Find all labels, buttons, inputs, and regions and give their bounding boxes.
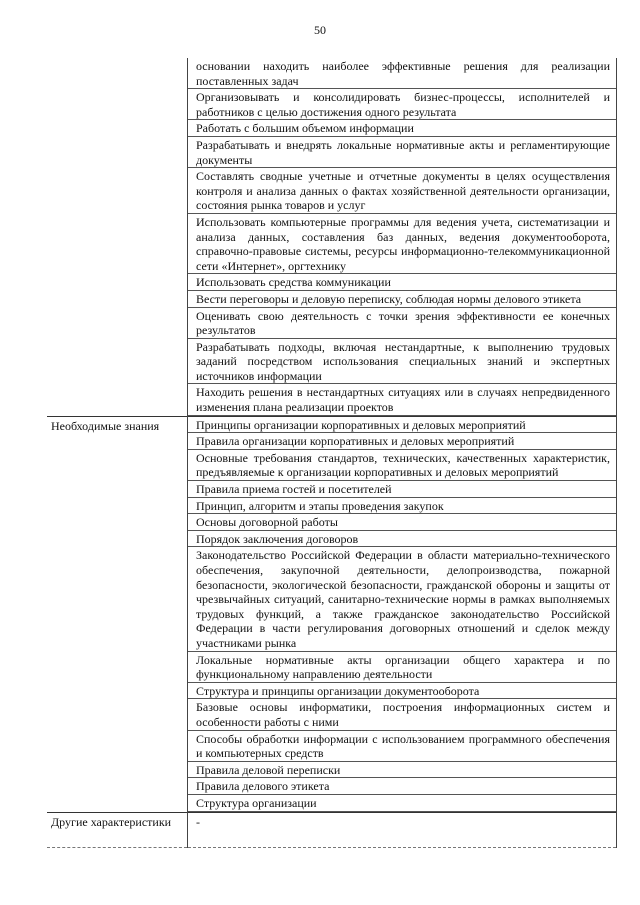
knowledge-list-item: Принципы организации корпоративных и деловых мероприятий [188,417,616,434]
items-cell-knowledge [188,416,617,812]
actions-list-item: Находить решения в нестандартных ситуациях или в случаях непредвиденного изменения плана реализации проектов [188,384,616,415]
table-row-knowledge [47,416,617,812]
actions-list-item: Вести переговоры и деловую переписку, соблюдая нормы делового этикета [188,291,616,308]
knowledge-list-item: Основы договорной работы [188,514,616,531]
actions-list-item: основании находить наиболее эффективные решения для реализации поставленных задач [188,58,616,89]
knowledge-list-item: Правила делового этикета [188,778,616,795]
table-row-actions [47,58,617,416]
actions-list-item: Использовать компьютерные программы для ведения учета, систематизации и анализа данных, составления баз данных, ведения документооборота, справочно-правовые системы, ресурсы информационно-телекоммуникационной сети «Интернет», оргтехнику [188,214,616,274]
actions-list-item: Использовать средства коммуникации [188,274,616,291]
section-label-other: Другие характеристики [51,814,172,829]
section-label-knowledge: Необходимые знания [51,418,160,433]
knowledge-list-item: Локальные нормативные акты организации общего характера и по функциональному направлению деятельности [188,652,616,683]
section-label-actions [47,58,187,62]
knowledge-list-item: Правила деловой переписки [188,762,616,779]
label-cell-actions [47,58,188,416]
knowledge-list [188,417,616,812]
knowledge-list-item: Основные требования стандартов, технических, качественных характеристик, предъявляемые к организации корпоративных и деловых мероприятий [188,450,616,481]
actions-list-item: Оценивать свою деятельность с точки зрения эффективности ее конечных результатов [188,308,616,339]
requirements-table [47,58,617,848]
knowledge-list-item: Правила организации корпоративных и деловых мероприятий [188,433,616,450]
label-cell-knowledge [47,416,188,812]
knowledge-list-item: Структура и принципы организации документооборота [188,683,616,700]
actions-list-item: Разрабатывать подходы, включая нестандартные, к выполнению трудовых заданий посредством использования специальных знаний и экспертных источников информации [188,339,616,385]
knowledge-list-item: Законодательство Российской Федерации в области материально-технического обеспечения, закупочной деятельности, делопроизводства, пожарной безопасности, экологической безопасности, гражданской обороны и защиты от чрезвычайных ситуаций, санитарно-технические нормы в рамках выполняемых трудовых функций, а также гражданское законодательство Российской Федерации в части регулирования договорных отношений и сделок между участниками рынка [188,547,616,651]
actions-list-item: Организовывать и консолидировать бизнес-процессы, исполнителей и работников с целью достижения одного результата [188,89,616,120]
label-cell-other [47,812,188,847]
actions-list-item: Разрабатывать и внедрять локальные нормативные акты и регламентирующие документы [188,137,616,168]
value-cell-other [188,812,617,847]
actions-list-item: Работать с большим объемом информации [188,120,616,137]
page-number: 50 [314,23,326,37]
actions-list [188,58,616,416]
other-characteristics-value: - [196,814,200,829]
knowledge-list-item: Порядок заключения договоров [188,531,616,548]
knowledge-list-item: Принцип, алгоритм и этапы проведения закупок [188,498,616,515]
items-cell-actions [188,58,617,416]
actions-list-item: Составлять сводные учетные и отчетные документы в целях осуществления контроля и анализа данных о фактах хозяйственной деятельности организации, состояния рынка товаров и услуг [188,168,616,214]
knowledge-list-item: Правила приема гостей и посетителей [188,481,616,498]
knowledge-list-item: Способы обработки информации с использованием программного обеспечения и компьютерных средств [188,731,616,762]
table-row-other [47,812,617,847]
knowledge-list-item: Базовые основы информатики, построения информационных систем и особенности работы с ними [188,699,616,730]
knowledge-list-item: Структура организации [188,795,616,812]
